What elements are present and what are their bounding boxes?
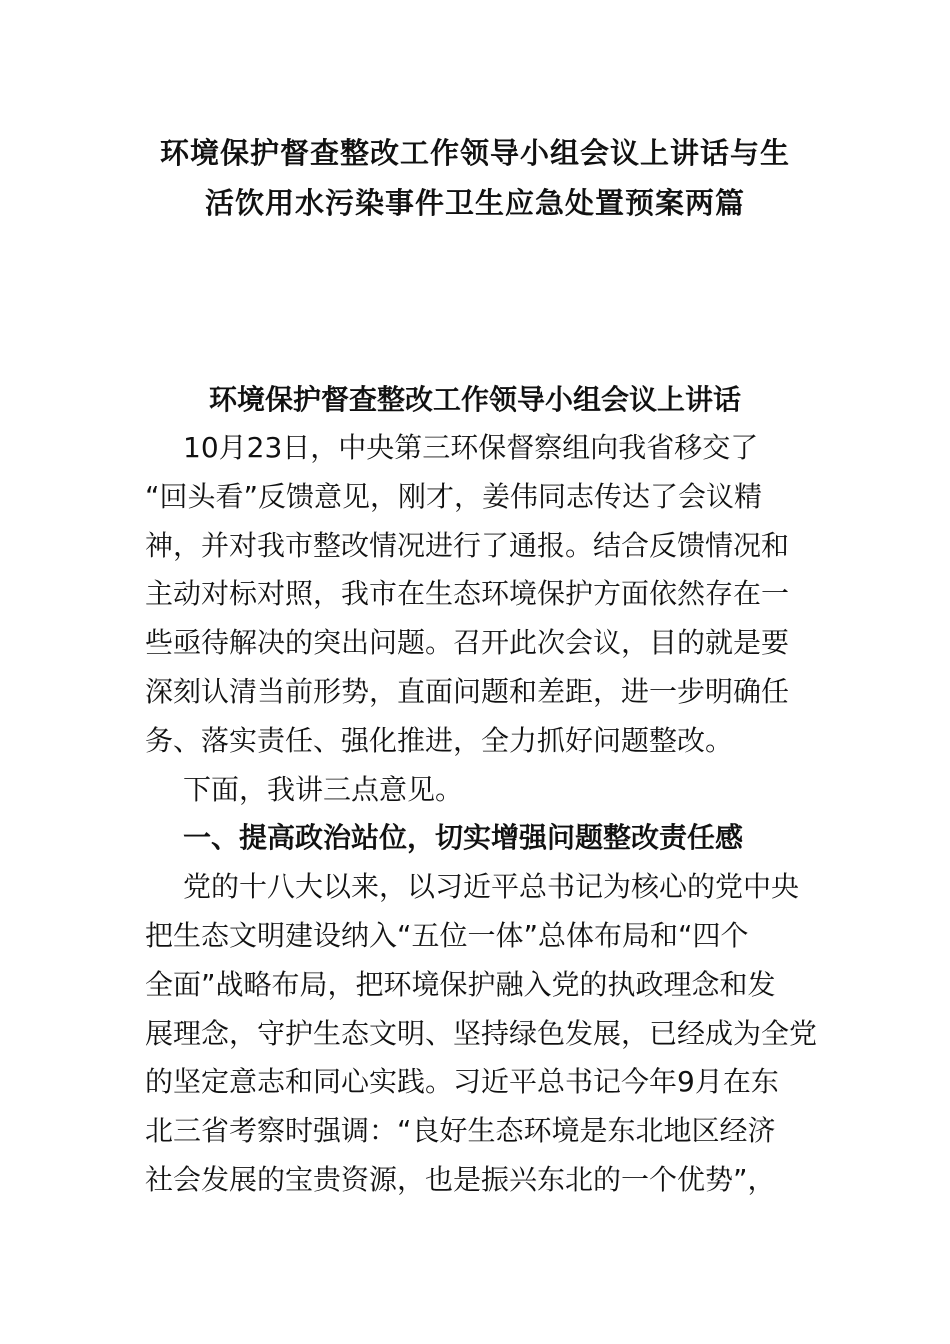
section-heading: 一、提高政治站位，切实增强问题整改责任感: [183, 821, 744, 855]
title-line: 活饮用水污染事件卫生应急处置预案两篇: [204, 186, 745, 220]
paragraph-line: 深刻认清当前形势，直面问题和差距，进一步明确任: [145, 674, 790, 708]
paragraph-line: 展理念，守护生态文明、坚持绿色发展，已经成为全党: [145, 1016, 818, 1050]
paragraph-line: 社会发展的宝贵资源，也是振兴东北的一个优势”，: [145, 1162, 776, 1196]
paragraph-line: 把生态文明建设纳入“五位一体”总体布局和“四个: [145, 918, 749, 952]
paragraph-line: 10月23日，中央第三环保督察组向我省移交了: [183, 431, 759, 464]
paragraph-line: 神，并对我市整改情况进行了通报。结合反馈情况和: [145, 528, 790, 562]
title-line: 环境保护督查整改工作领导小组会议上讲话与生: [159, 136, 790, 170]
paragraph-line: “回头看”反馈意见，刚才，姜伟同志传达了会议精: [145, 479, 763, 513]
paragraph-line: 北三省考察时强调：“良好生态环境是东北地区经济: [145, 1114, 776, 1148]
paragraph-line: 下面，我讲三点意见。: [183, 772, 464, 806]
paragraph-line: 主动对标对照，我市在生态环境保护方面依然存在一: [145, 577, 790, 611]
paragraph-line: 全面”战略布局，把环境保护融入党的执政理念和发: [145, 967, 776, 1001]
paragraph-line: 的坚定意志和同心实践。习近平总书记今年9月在东: [145, 1065, 779, 1099]
document-body: [145, 424, 825, 1205]
paragraph-line: 务、落实责任、强化推进，全力抓好问题整改。: [145, 723, 734, 757]
section-title: 环境保护督查整改工作领导小组会议上讲话: [208, 383, 741, 416]
paragraph-line: 些亟待解决的突出问题。召开此次会议，目的就是要: [145, 626, 790, 660]
paragraph-line: 党的十八大以来，以习近平总书记为核心的党中央: [183, 870, 800, 904]
document-title: [140, 128, 810, 228]
